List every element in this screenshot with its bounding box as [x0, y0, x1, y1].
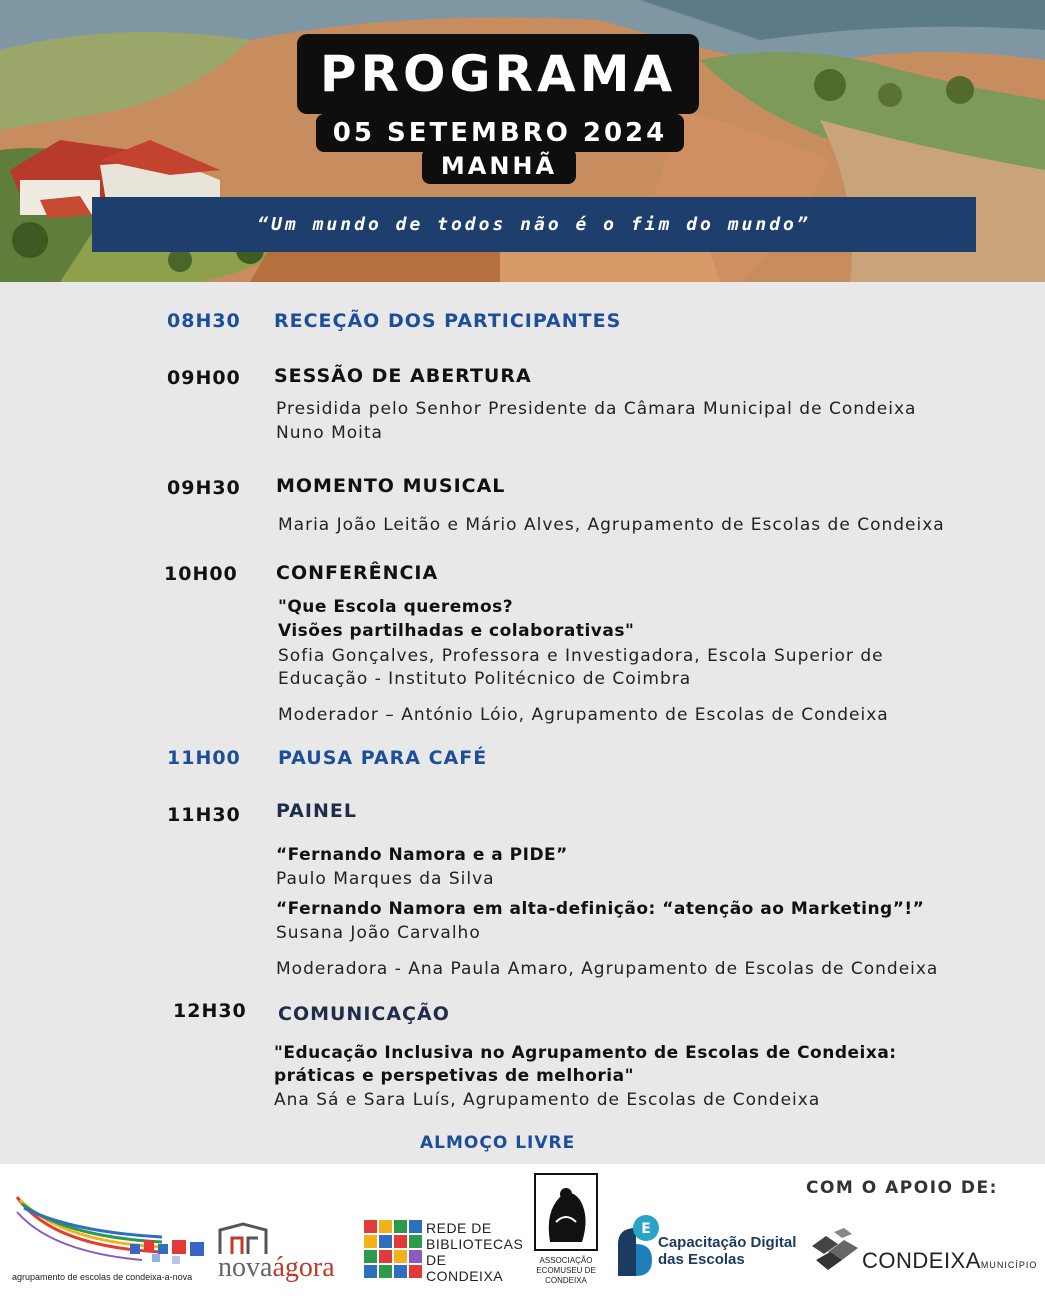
rede-line-1: REDE DE: [426, 1220, 492, 1236]
agrupamento-swoosh-icon: [12, 1192, 212, 1272]
condeixa-text: CONDEIXA: [862, 1248, 981, 1273]
building-icon: [218, 1222, 268, 1256]
item-desc-line: Maria João Leitão e Mário Alves, Agrupamento de Escolas de Condeixa: [278, 515, 945, 535]
ecomuseu-logo: [530, 1172, 610, 1302]
agrupamento-caption: agrupamento de escolas de condeixa-a-nova: [12, 1272, 193, 1282]
item-title-musical: MOMENTO MUSICAL: [276, 475, 506, 497]
novaagora-logo: [218, 1222, 358, 1292]
programme-section: [0, 282, 1045, 1164]
talk-title-line: "Educação Inclusiva no Agrupamento de Escolas de Condeixa:: [274, 1043, 897, 1063]
novaagora-text-agora: ágora: [272, 1252, 335, 1283]
time-1100: 11H00: [167, 747, 241, 769]
lunch-label: ALMOÇO LIVRE: [420, 1133, 576, 1153]
talk-title-line: “Fernando Namora em alta-definição: “atenção ao Marketing”!”: [276, 899, 925, 919]
speaker-line: Susana João Carvalho: [276, 923, 481, 943]
ecomuseu-line-2: ECOMUSEU DE: [536, 1266, 596, 1275]
item-desc-line: Nuno Moita: [276, 423, 383, 443]
ecomuseu-line-3: CONDEIXA: [545, 1276, 587, 1285]
event-date: 05 SETEMBRO 2024: [316, 114, 684, 152]
capacitacao-icon: [616, 1214, 660, 1278]
speaker-line: Paulo Marques da Silva: [276, 869, 495, 889]
rede-line-2: BIBLIOTECAS: [426, 1236, 524, 1252]
ecomuseu-emblem-icon: [530, 1172, 602, 1252]
talk-title-line: Visões partilhadas e colaborativas": [278, 621, 635, 641]
condeixa-emblem-icon: [808, 1226, 860, 1274]
sponsors-footer: [0, 1164, 1045, 1306]
capacitacao-digital-logo: [616, 1214, 806, 1284]
time-1130: 11H30: [167, 804, 241, 826]
moderator-line: Moderadora - Ana Paula Amaro, Agrupamento de Escolas de Condeixa: [276, 959, 939, 979]
speaker-line: Ana Sá e Sara Luís, Agrupamento de Escolas de Condeixa: [274, 1090, 821, 1110]
talk-title-line: práticas e perspetivas de melhoria": [274, 1066, 634, 1086]
ecomuseu-line-1: ASSOCIAÇÃO: [539, 1256, 593, 1265]
item-title-conferencia: CONFERÊNCIA: [276, 562, 439, 584]
rede-bibliotecas-logo: [364, 1220, 524, 1284]
speaker-line: Educação - Instituto Politécnico de Coimbra: [278, 669, 692, 689]
talk-title-line: “Fernando Namora e a PIDE”: [276, 845, 568, 865]
support-heading: COM O APOIO DE:: [806, 1178, 998, 1198]
time-1000: 10H00: [164, 563, 238, 585]
capacitacao-line-1: Capacitação Digital: [658, 1234, 797, 1251]
moderator-line: Moderador – António Lóio, Agrupamento de Escolas de Condeixa: [278, 705, 889, 725]
item-desc-line: Presidida pelo Senhor Presidente da Câmara Municipal de Condeixa: [276, 399, 917, 419]
rede-line-3: DE CONDEIXA: [426, 1252, 504, 1284]
time-0900: 09H00: [167, 367, 241, 389]
time-0930: 09H30: [167, 477, 241, 499]
time-0830: 08H30: [167, 310, 241, 332]
speaker-line: Sofia Gonçalves, Professora e Investigadora, Escola Superior de: [278, 646, 884, 666]
item-title-abertura: SESSÃO DE ABERTURA: [274, 365, 532, 387]
item-title-painel: PAINEL: [276, 800, 357, 822]
agrupamento-logo: [12, 1192, 212, 1292]
item-title-recepcao: RECEÇÃO DOS PARTICIPANTES: [274, 310, 622, 332]
novaagora-text-nova: nova: [218, 1252, 273, 1283]
municipio-text: MUNICÍPIO: [980, 1260, 1038, 1270]
condeixa-municipio-logo: [808, 1226, 1038, 1286]
talk-title-line: "Que Escola queremos?: [278, 597, 514, 617]
page-title: PROGRAMA: [297, 34, 699, 114]
mosaic-icon: [364, 1220, 422, 1278]
item-title-pausa: PAUSA PARA CAFÉ: [278, 747, 488, 769]
svg-text:E: E: [641, 1221, 651, 1237]
time-1230: 12H30: [173, 1000, 247, 1022]
capacitacao-line-2: das Escolas: [658, 1251, 745, 1268]
event-period: MANHÃ: [422, 148, 576, 184]
item-title-comunicacao: COMUNICAÇÃO: [278, 1003, 450, 1025]
motto-banner: “Um mundo de todos não é o fim do mundo”: [92, 197, 976, 252]
